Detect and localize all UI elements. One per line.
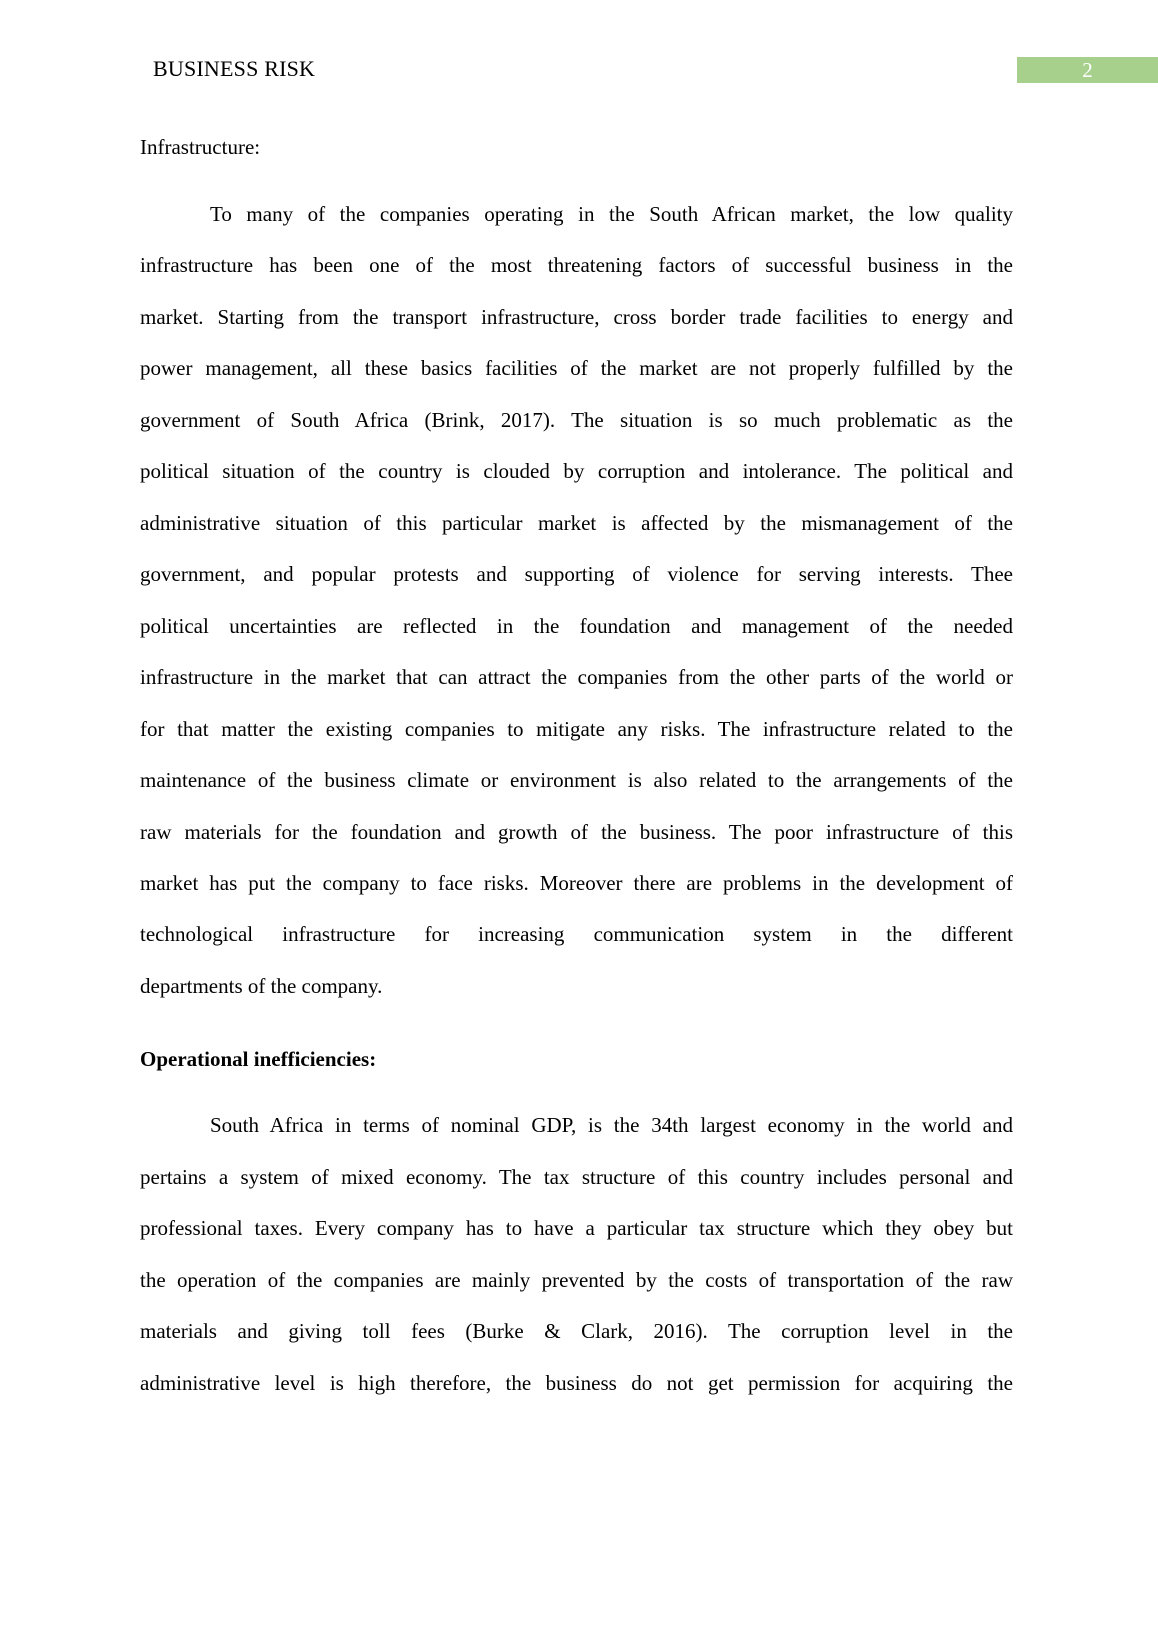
paragraph-line: raw materials for the foundation and growth of the business. The poor infrastructure of this (140, 820, 1013, 844)
paragraph-line: political uncertainties are reflected in the foundation and management of the needed (140, 614, 1013, 638)
running-header-title: BUSINESS RISK (153, 56, 316, 81)
paragraph-line: pertains a system of mixed economy. The tax structure of this country includes personal and (140, 1165, 1013, 1189)
paragraph-line: To many of the companies operating in the South African market, the low quality (210, 202, 1013, 226)
section-heading-operational-inefficiencies: Operational inefficiencies: (140, 1047, 377, 1071)
paragraph-line: administrative situation of this particular market is affected by the mismanagement of the (140, 511, 1013, 535)
paragraph-line: infrastructure has been one of the most threatening factors of successful business in the (140, 253, 1013, 277)
paragraph-line: government of South Africa (Brink, 2017). The situation is so much problematic as the (140, 408, 1013, 432)
paragraph-line: the operation of the companies are mainly prevented by the costs of transportation of the raw (140, 1268, 1013, 1292)
paragraph-line: market has put the company to face risks. Moreover there are problems in the development of (140, 871, 1013, 895)
paragraph-line: professional taxes. Every company has to have a particular tax structure which they obey but (140, 1216, 1013, 1240)
paragraph-line: technological infrastructure for increasing communication system in the different (140, 922, 1013, 946)
page-number-badge (1017, 57, 1158, 83)
paragraph-line: power management, all these basics facilities of the market are not properly fulfilled by the (140, 356, 1013, 380)
paragraph-line: political situation of the country is clouded by corruption and intolerance. The political and (140, 459, 1013, 483)
paragraph-line: South Africa in terms of nominal GDP, is the 34th largest economy in the world and (210, 1113, 1013, 1137)
paragraph-line: government, and popular protests and supporting of violence for serving interests. Thee (140, 562, 1013, 586)
paragraph-line: materials and giving toll fees (Burke & Clark, 2016). The corruption level in the (140, 1319, 1013, 1343)
page-number: 2 (1082, 58, 1093, 82)
paragraph-line: market. Starting from the transport infrastructure, cross border trade facilities to energy and (140, 305, 1013, 329)
paragraph-line: administrative level is high therefore, the business do not get permission for acquiring the (140, 1371, 1013, 1395)
paragraph-line: for that matter the existing companies to mitigate any risks. The infrastructure related to the (140, 717, 1013, 741)
paragraph-line: departments of the company. (140, 974, 383, 998)
paragraph-line: infrastructure in the market that can attract the companies from the other parts of the world or (140, 665, 1013, 689)
section-heading-infrastructure: Infrastructure: (140, 135, 261, 159)
paragraph-line: maintenance of the business climate or environment is also related to the arrangements of the (140, 768, 1013, 792)
